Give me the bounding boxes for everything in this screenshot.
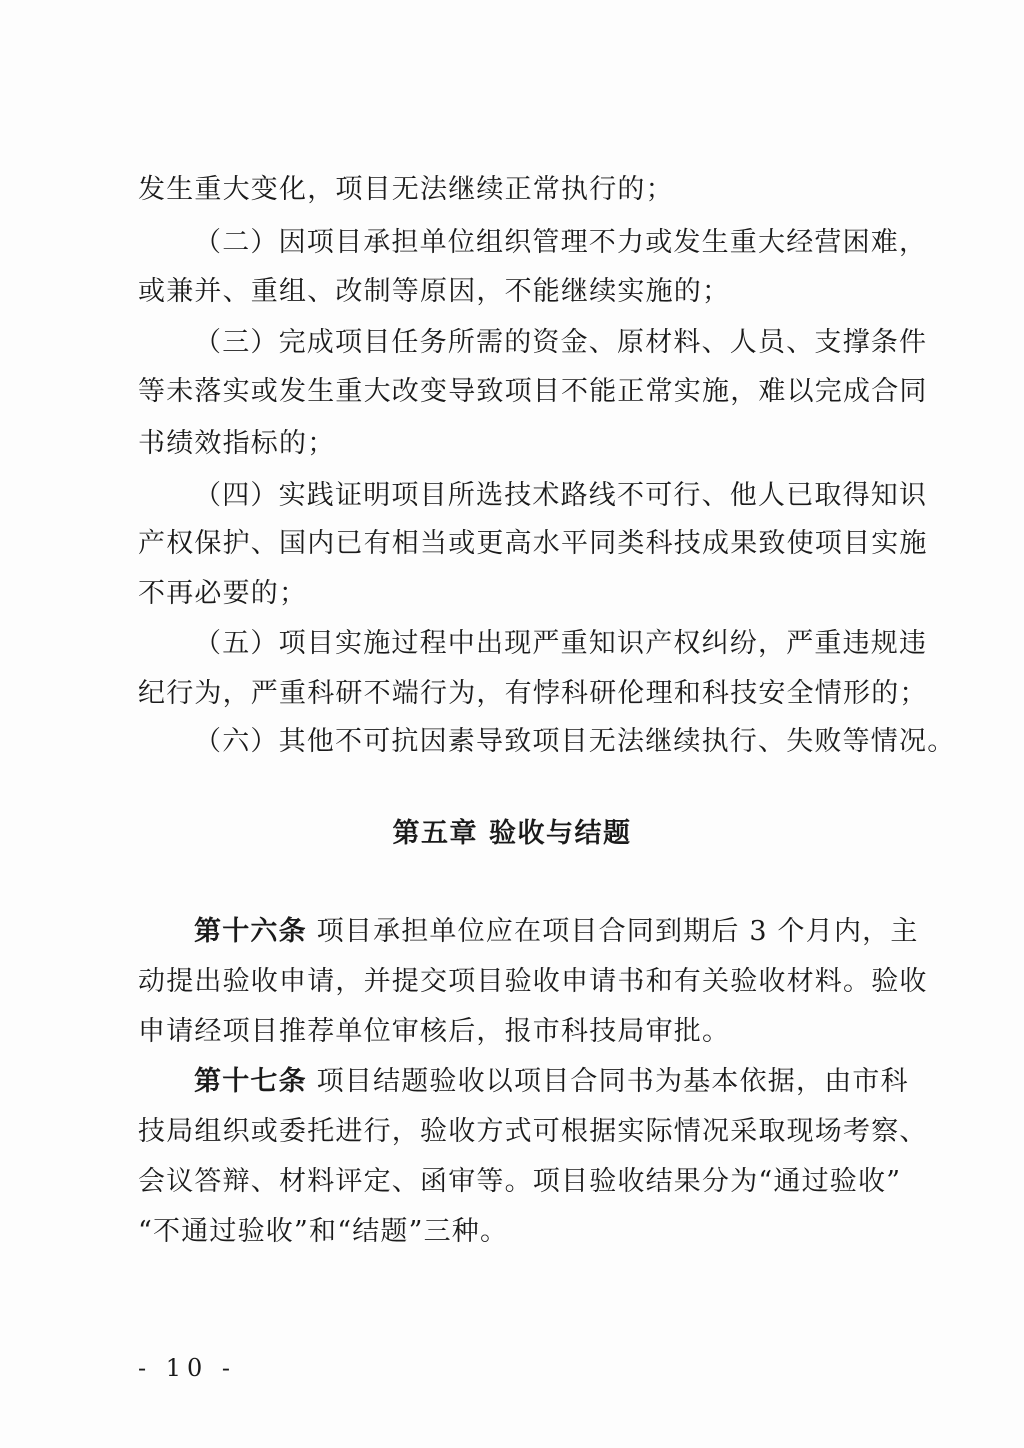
chapter-heading: 第五章 验收与结题 [392, 818, 632, 849]
article-16-first-line [194, 912, 919, 952]
paragraph-line: （五）项目实施过程中出现严重知识产权纠纷，严重违规违 [194, 628, 928, 659]
paragraph-line: 纪行为，严重科研不端行为，有悖科研伦理和科技安全情形的； [138, 678, 928, 709]
paragraph-line: 书绩效指标的； [138, 428, 336, 459]
paragraph-line: 动提出验收申请，并提交项目验收申请书和有关验收材料。验收 [138, 966, 928, 997]
paragraph-line: 不再必要的； [138, 578, 308, 609]
paragraph-line: “不通过验收”和“结题”三种。 [138, 1216, 509, 1247]
paragraph-line: 产权保护、国内已有相当或更高水平同类科技成果致使项目实施 [138, 528, 928, 559]
paragraph-line: （四）实践证明项目所选技术路线不可行、他人已取得知识 [194, 480, 928, 511]
paragraph-line: 申请经项目推荐单位审核后，报市科技局审批。 [138, 1016, 731, 1047]
paragraph-line: （三）完成项目任务所需的资金、原材料、人员、支撑条件 [194, 327, 928, 358]
page-number: - 10 - [138, 1354, 237, 1382]
article-17-first-line [194, 1062, 909, 1102]
paragraph-line: 会议答辩、材料评定、函审等。项目验收结果分为“通过验收” [138, 1166, 902, 1197]
article-17-text: 项目结题验收以项目合同书为基本依据，由市科 [316, 1066, 909, 1097]
paragraph-line: 技局组织或委托进行，验收方式可根据实际情况采取现场考察、 [138, 1116, 928, 1147]
article-16-text: 项目承担单位应在项目合同到期后 3 个月内，主 [316, 916, 919, 947]
article-16-label: 第十六条 [194, 916, 307, 947]
paragraph-line: 或兼并、重组、改制等原因，不能继续实施的； [138, 276, 731, 307]
article-17-label: 第十七条 [194, 1066, 307, 1097]
paragraph-line: （六）其他不可抗因素导致项目无法继续执行、失败等情况。 [194, 726, 956, 757]
paragraph-line: 发生重大变化，项目无法继续正常执行的； [138, 174, 674, 205]
paragraph-line: 等未落实或发生重大改变导致项目不能正常实施，难以完成合同 [138, 376, 928, 407]
paragraph-line: （二）因项目承担单位组织管理不力或发生重大经营困难， [194, 227, 928, 258]
